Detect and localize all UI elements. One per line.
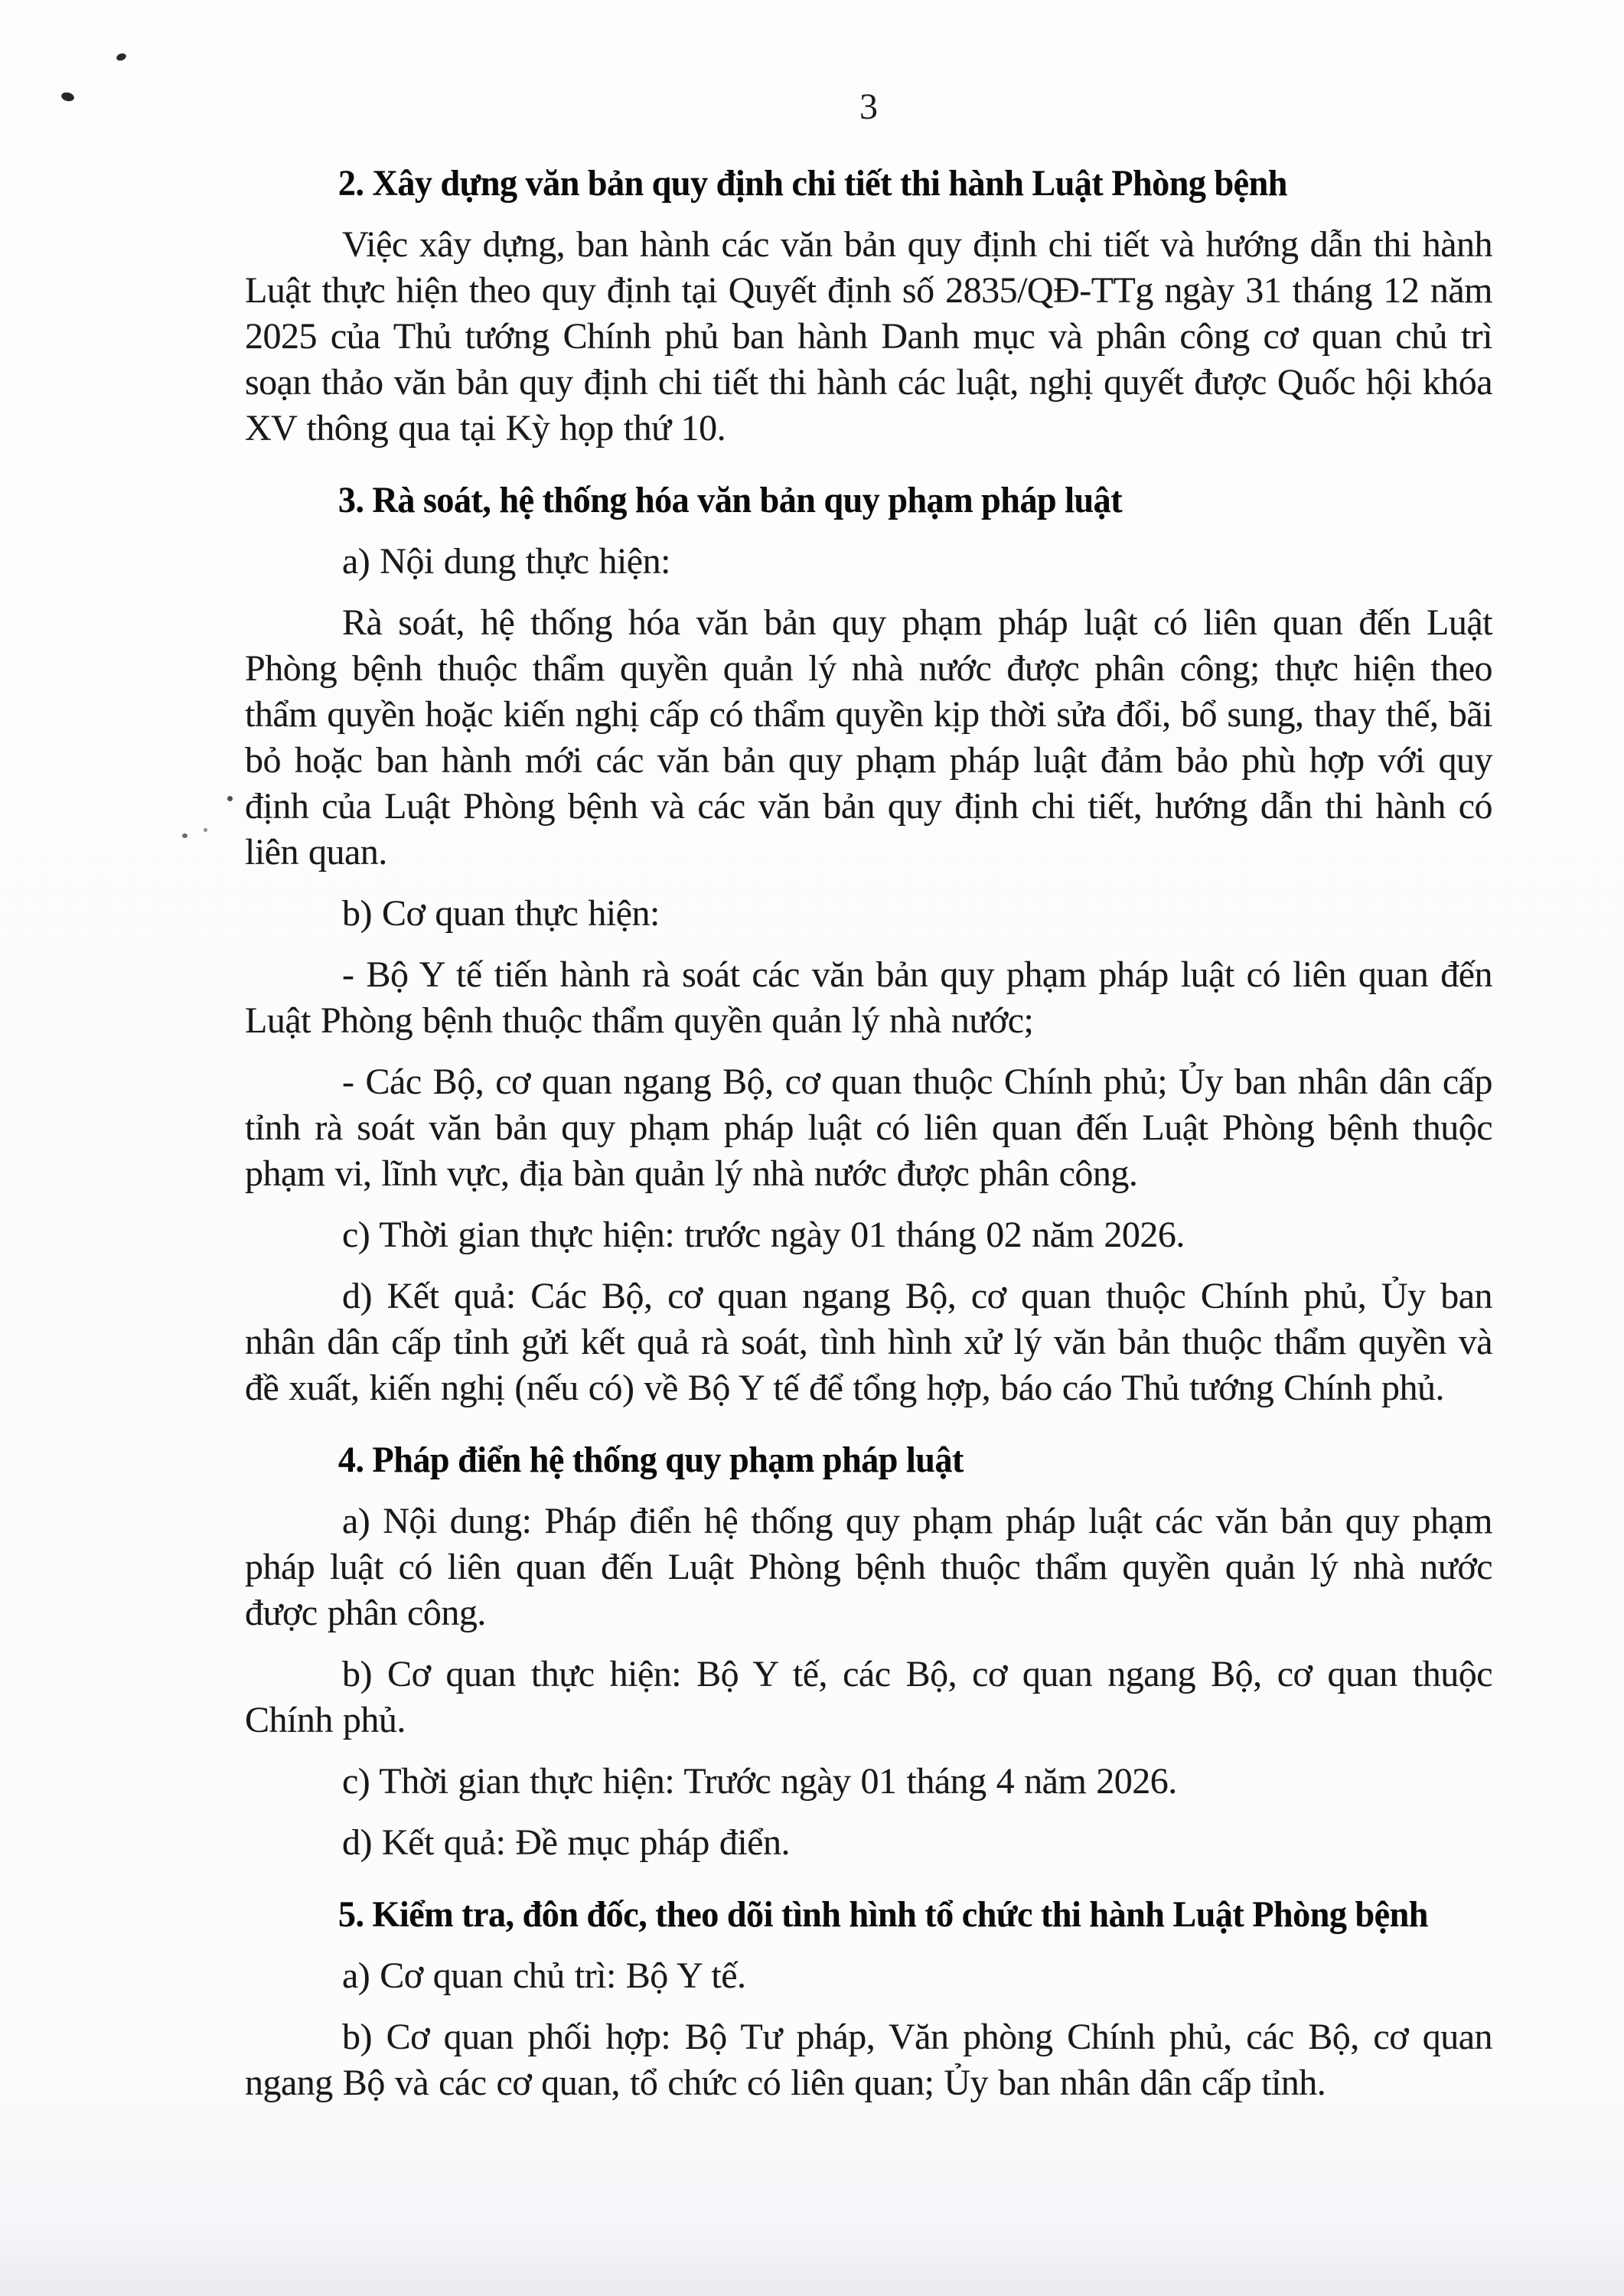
section-4-item-b: b) Cơ quan thực hiện: Bộ Y tế, các Bộ, cơ quan ngang Bộ, cơ quan thuộc Chính phủ. (245, 1654, 1492, 1740)
section-2-heading: 2. Xây dựng văn bản quy định chi tiết thi hành Luật Phòng bệnh (338, 163, 1287, 204)
section-3-heading: 3. Rà soát, hệ thống hóa văn bản quy phạm pháp luật (338, 480, 1123, 520)
section-5-heading: 5. Kiểm tra, đôn đốc, theo dõi tình hình tổ chức thi hành Luật Phòng bệnh (338, 1894, 1428, 1935)
ink-speck (60, 91, 75, 103)
section-3-content-paragraph: Rà soát, hệ thống hóa văn bản quy phạm pháp luật có liên quan đến Luật Phòng bệnh thuộc thẩm quyền quản lý nhà nước được phân công; thực hiện theo thẩm quyền hoặc kiến nghị cấp có thẩm quyền kịp thời sửa đổi, bổ sung, thay thế, bãi bỏ hoặc ban hành mới các văn bản quy phạm pháp luật đảm bảo phù hợp với quy định của Luật Phòng bệnh và các văn bản quy định chi tiết, hướng dẫn thi hành có liên quan. (245, 602, 1492, 872)
section-3-bullet-1: - Bộ Y tế tiến hành rà soát các văn bản quy phạm pháp luật có liên quan đến Luật Phòng bệnh thuộc thẩm quyền quản lý nhà nước; (245, 954, 1492, 1041)
section-5-item-a: a) Cơ quan chủ trì: Bộ Y tế. (342, 1955, 746, 1996)
ink-speck (227, 796, 233, 801)
ink-speck (182, 833, 188, 838)
ink-speck (204, 828, 207, 832)
section-3-item-b: b) Cơ quan thực hiện: (342, 893, 660, 934)
section-3-item-a: a) Nội dung thực hiện: (342, 541, 670, 582)
section-3-bullet-2: - Các Bộ, cơ quan ngang Bộ, cơ quan thuộc Chính phủ; Ủy ban nhân dân cấp tỉnh rà soát văn bản quy phạm pháp luật có liên quan đến Luật Phòng bệnh thuộc phạm vi, lĩnh vực, địa bàn quản lý nhà nước được phân công. (245, 1062, 1492, 1194)
ink-speck (116, 52, 127, 62)
section-4-heading: 4. Pháp điển hệ thống quy phạm pháp luật (338, 1440, 964, 1480)
section-2-paragraph: Việc xây dựng, ban hành các văn bản quy định chi tiết và hướng dẫn thi hành Luật thực hiện theo quy định tại Quyết định số 2835/QĐ-TTg ngày 31 tháng 12 năm 2025 của Thủ tướng Chính phủ ban hành Danh mục và phân công cơ quan chủ trì soạn thảo văn bản quy định chi tiết thi hành các luật, nghị quyết được Quốc hội khóa XV thông qua tại Kỳ họp thứ 10. (245, 224, 1492, 448)
section-5-item-b: b) Cơ quan phối hợp: Bộ Tư pháp, Văn phòng Chính phủ, các Bộ, cơ quan ngang Bộ và các cơ quan, tổ chức có liên quan; Ủy ban nhân dân cấp tỉnh. (245, 2017, 1492, 2103)
section-4-item-c: c) Thời gian thực hiện: Trước ngày 01 tháng 4 năm 2026. (342, 1761, 1177, 1802)
section-4-item-a: a) Nội dung: Pháp điển hệ thống quy phạm pháp luật các văn bản quy phạm pháp luật có liên quan đến Luật Phòng bệnh thuộc thẩm quyền quản lý nhà nước được phân công. (245, 1501, 1492, 1633)
section-3-item-c: c) Thời gian thực hiện: trước ngày 01 tháng 02 năm 2026. (342, 1215, 1185, 1255)
section-4-item-d: d) Kết quả: Đề mục pháp điển. (342, 1822, 790, 1863)
section-3-item-d: d) Kết quả: Các Bộ, cơ quan ngang Bộ, cơ quan thuộc Chính phủ, Ủy ban nhân dân cấp tỉnh gửi kết quả rà soát, tình hình xử lý văn bản thuộc thẩm quyền và đề xuất, kiến nghị (nếu có) về Bộ Y tế để tổng hợp, báo cáo Thủ tướng Chính phủ. (245, 1276, 1492, 1408)
page-number: 3 (859, 86, 878, 127)
